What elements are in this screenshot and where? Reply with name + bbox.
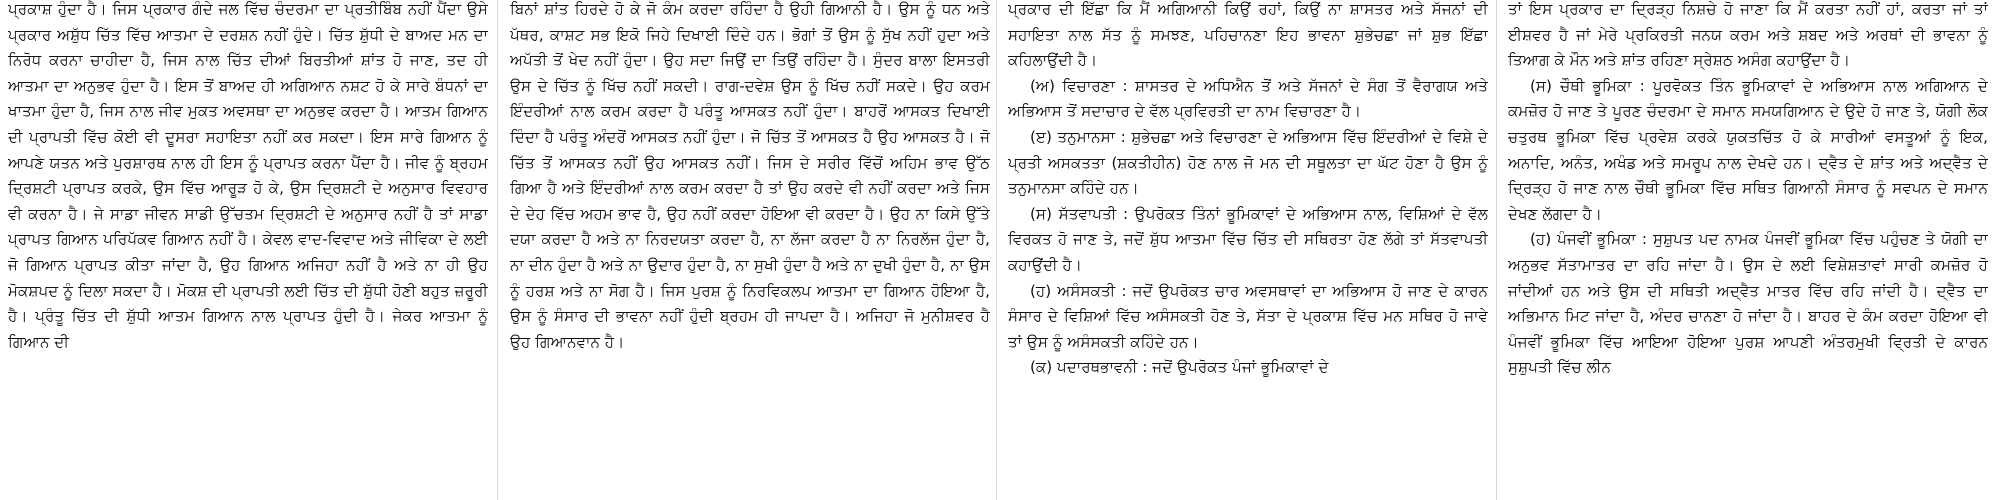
- paragraph: (ਹ) ਅਸੰਸਕਤੀ : ਜਦੋਂ ਉਪਰੋਕਤ ਚਾਰ ਅਵਸਥਾਵਾਂ ਦਾ ਅਭਿਆਸ ਹੋ ਜਾਣ ਦੇ ਕਾਰਨ ਸੰਸਾਰ ਦੇ ਵਿਸ਼ਿਆਂ ਵਿੱਚ ਅਸੰਸਕਤੀ ਹੋਣ ਤੇ, ਸੱਤਾ ਦੇ ਪ੍ਰਕਾਸ਼ ਵਿੱਚ ਮਨ ਸਥਿਰ ਹੋ ਜਾਵੇ ਤਾਂ ਉਸ ਨੂੰ ਅਸੰਸਕਤੀ ਕਹਿੰਦੇ ਹਨ।: [1008, 281, 1488, 351]
- paragraph: (ਕ) ਪਦਾਰਥਭਾਵਨੀ : ਜਦੋਂ ਉਪਰੋਕਤ ਪੰਜਾਂ ਭੂਮਿਕਾਵਾਂ ਦੇ: [1030, 358, 1329, 377]
- paragraph: (ਸ) ਸੱਤਵਾਪਤੀ : ਉਪਰੋਕਤ ਤਿੰਨਾਂ ਭੂਮਿਕਾਵਾਂ ਦੇ ਅਭਿਆਸ ਨਾਲ, ਵਿਸ਼ਿਆਂ ਦੇ ਵੱਲ ਵਿਰਕਤ ਹੋ ਜਾਣ ਤੇ, ਜਦੋਂ ਸ਼ੁੱਧ ਆਤਮਾ ਵਿੱਚ ਚਿੱਤ ਦੀ ਸਥਿਰਤਾ ਹੋਣ ਲੱਗੇ ਤਾਂ ਸੱਤਵਾਪਤੀ ਕਹਾਉਂਦੀ ਹੈ।: [1008, 204, 1488, 274]
- column-divider: [996, 0, 997, 500]
- paragraph: (ਅ) ਵਿਚਾਰਣਾ : ਸ਼ਾਸਤਰ ਦੇ ਅਧਿਐਨ ਤੋਂ ਅਤੇ ਸੱਜਨਾਂ ਦੇ ਸੰਗ ਤੋਂ ਵੈਰਾਗਯ ਅਤੇ ਅਭਿਆਸ ਤੋਂ ਸਦਾਚਾਰ ਦੇ ਵੱਲ ਪ੍ਰਵਿਰਤੀ ਦਾ ਨਾਮ ਵਿਚਾਰਣਾ ਹੈ।: [1008, 76, 1488, 121]
- paragraph: (ੲ) ਤਨੁਮਾਨਸਾ : ਸ਼ੁਭੇਚਛਾ ਅਤੇ ਵਿਚਾਰਣਾ ਦੇ ਅਭਿਆਸ ਵਿੱਚ ਇੰਦਰੀਆਂ ਦੇ ਵਿਸ਼ੇ ਦੇ ਪ੍ਰਤੀ ਅਸਕਤਤਾ (ਸ਼ਕਤੀਹੀਨ) ਹੋਣ ਨਾਲ ਜੋ ਮਨ ਦੀ ਸਥੂਲਤਾ ਦਾ ਘੱਟ ਹੋਣਾ ਹੈ ਉਸ ਨੂੰ ਤਨੁਮਾਨਸਾ ਕਹਿੰਦੇ ਹਨ।: [1008, 127, 1488, 198]
- paragraph: ਪ੍ਰਕਾਰ ਦੀ ਇੱਛਾ ਕਿ ਮੈਂ ਅਗਿਆਨੀ ਕਿਉਂ ਰਹਾਂ, ਕਿਉਂ ਨਾ ਸ਼ਾਸਤਰ ਅਤੇ ਸੱਜਨਾਂ ਦੀ ਸਹਾਇਤਾ ਨਾਲ ਸੱਤ ਨੂੰ ਸਮਝਣ, ਪਹਿਚਾਨਣਾ ਇਹ ਭਾਵਨਾ ਸ਼ੁਭੇਚਛਾ ਜਾਂ ਸ਼ੁਭ ਇੱਛਾ ਕਹਿਲਾਉਂਦੀ ਹੈ।: [1008, 0, 1488, 70]
- text-column-2: [510, 0, 990, 500]
- text-column-3: [1008, 0, 1488, 500]
- paragraph: ਬਿਨਾਂ ਸ਼ਾਂਤ ਹਿਰਦੇ ਹੋ ਕੇ ਜੋ ਕੰਮ ਕਰਦਾ ਰਹਿੰਦਾ ਹੈ ਉਹੀ ਗਿਆਨੀ ਹੈ। ਉਸ ਨੂੰ ਧਨ ਅਤੇ ਪੱਥਰ, ਕਾਸ਼ਟ ਸਭ ਇਕੋ ਜਿਹੇ ਦਿਖਾਈ ਦਿੰਦੇ ਹਨ। ਭੋਗਾਂ ਤੋਂ ਉਸ ਨੂੰ ਸੁੱਖ ਨਹੀਂ ਹੁਦਾ ਅਤੇ ਅਪੱਤੀ ਤੋਂ ਖੇਦ ਨਹੀਂ ਹੁੰਦਾ। ਉਹ ਸਦਾ ਜਿਉਂ ਦਾ ਤਿਉਂ ਰਹਿੰਦਾ ਹੈ। ਸੁੰਦਰ ਬਾਲਾ ਇਸਤਰੀ ਉਸ ਦੇ ਚਿੱਤ ਨੂੰ ਖਿੱਚ ਨਹੀਂ ਸਕਦੀ। ਰਾਗ-ਦਵੇਸ਼ ਉਸ ਨੂੰ ਖਿੱਚ ਨਹੀਂ ਸਕਦੇ। ਉਹ ਕਰਮ ਇੰਦਰੀਆਂ ਨਾਲ ਕਰਮ ਕਰਦਾ ਹੈ ਪਰੰਤੂ ਆਸਕਤ ਨਹੀਂ ਹੁੰਦਾ। ਬਾਹਰੋਂ ਆਸਕਤ ਦਿਖਾਈ ਦਿੰਦਾ ਹੈ ਪਰੰਤੂ ਅੰਦਰੋਂ ਆਸਕਤ ਨਹੀਂ ਹੁੰਦਾ। ਜੋ ਚਿੱਤ ਤੋਂ ਆਸਕਤ ਹੈ ਉਹ ਆਸਕਤ ਹੈ। ਜੋ ਚਿੱਤ ਤੋਂ ਆਸਕਤ ਨਹੀਂ ਉਹ ਆਸਕਤ ਨਹੀਂ। ਜਿਸ ਦੇ ਸਰੀਰ ਵਿੱਚੋਂ ਅਹਿਮ ਭਾਵ ਉੱਠ ਗਿਆ ਹੈ ਅਤੇ ਇੰਦਰੀਆਂ ਨਾਲ ਕਰਮ ਕਰਦਾ ਹੈ ਤਾਂ ਉਹ ਕਰਦੇ ਵੀ ਨਹੀਂ ਕਰਦਾ ਅਤੇ ਜਿਸ ਦੇ ਦੇਹ ਵਿੱਚ ਅਹਮ ਭਾਵ ਹੈ, ਉਹ ਨਹੀਂ ਕਰਦਾ ਹੋਇਆ ਵੀ ਕਰਦਾ ਹੈ। ਉਹ ਨਾ ਕਿਸੇ ਉੱਤੇ ਦਯਾ ਕਰਦਾ ਹੈ ਅਤੇ ਨਾ ਨਿਰਦਯਤਾ ਕਰਦਾ ਹੈ, ਨਾ ਲੱਜਾ ਕਰਦਾ ਹੈ ਨਾ ਨਿਰਲੱਜ ਹੁੰਦਾ ਹੈ, ਨਾ ਦੀਨ ਹੁੰਦਾ ਹੈ ਅਤੇ ਨਾ ਉਦਾਰ ਹੁੰਦਾ ਹੈ, ਨਾ ਸੁਖੀ ਹੁੰਦਾ ਹੈ ਅਤੇ ਨਾ ਦੁਖੀ ਹੁੰਦਾ ਹੈ, ਨਾ ਉਸ ਨੂੰ ਹਰਸ਼ ਅਤੇ ਨਾ ਸੋਗ ਹੈ। ਜਿਸ ਪੁਰਸ਼ ਨੂੰ ਨਿਰਵਿਕਲਪ ਆਤਮਾ ਦਾ ਗਿਆਨ ਹੋਇਆ ਹੈ, ਉਸ ਨੂੰ ਸੰਸਾਰ ਦੀ ਭਾਵਨਾ ਨਹੀਂ ਹੁੰਦੀ ਬ੍ਰਹਮ ਹੀ ਜਾਪਦਾ ਹੈ। ਅਜਿਹਾ ਜੋ ਮੁਨੀਸ਼ਵਰ ਹੈ ਉਹ ਗਿਆਨਵਾਨ ਹੈ।: [510, 0, 990, 351]
- paragraph: ਤਾਂ ਇਸ ਪ੍ਰਕਾਰ ਦਾ ਦ੍ਰਿੜ੍ਹ ਨਿਸ਼ਚੇ ਹੋ ਜਾਣਾ ਕਿ ਮੈਂ ਕਰਤਾ ਨਹੀਂ ਹਾਂ, ਕਰਤਾ ਜਾਂ ਤਾਂ ਈਸ਼ਵਰ ਹੈ ਜਾਂ ਮੇਰੇ ਪ੍ਰਕਿਰਤੀ ਜਨਯ ਕਰਮ ਅਤੇ ਸ਼ਬਦ ਅਤੇ ਅਰਥਾਂ ਦੀ ਭਾਵਨਾ ਨੂੰ ਤਿਆਗ ਕੇ ਮੌਨ ਅਤੇ ਸ਼ਾਂਤ ਰਹਿਣਾ ਸ੍ਰੇਸ਼ਠ ਅਸੰਗ ਕਹਾਉਂਦਾ ਹੈ।: [1508, 0, 1988, 70]
- paragraph: (ਹ) ਪੰਜਵੀਂ ਭੂਮਿਕਾ : ਸੁਸ਼ੁਪਤ ਪਦ ਨਾਮਕ ਪੰਜਵੀਂ ਭੂਮਿਕਾ ਵਿੱਚ ਪਹੁੰਚਣ ਤੇ ਯੋਗੀ ਦਾ ਅਨੁਭਵ ਸੱਤਾਮਾਤਰ ਦਾ ਰਹਿ ਜਾਂਦਾ ਹੈ। ਉਸ ਦੇ ਲਈ ਵਿਸ਼ੇਸ਼ਤਾਵਾਂ ਸਾਰੀ ਕਮਜ਼ੋਰ ਹੋ ਜਾਂਦੀਆਂ ਹਨ ਅਤੇ ਉਸ ਦੀ ਸਥਿਤੀ ਅਦ੍ਵੈਤ ਮਾਤਰ ਵਿੱਚ ਰਹਿ ਜਾਂਦੀ ਹੈ। ਦ੍ਵੈਤ ਦਾ ਅਭਿਮਾਨ ਮਿਟ ਜਾਂਦਾ ਹੈ, ਅੰਦਰ ਚਾਨਣਾ ਹੋ ਜਾਂਦਾ ਹੈ। ਬਾਹਰ ਦੇ ਕੰਮ ਕਰਦਾ ਹੋਇਆ ਵੀ ਪੰਜਵੀਂ ਭੂਮਿਕਾ ਵਿੱਚ ਆਇਆ ਹੋਇਆ ਪੁਰਸ਼ ਆਪਣੀ ਅੰਤਰਮੁਖੀ ਵ੍ਰਿਤੀ ਦੇ ਕਾਰਨ ਸੁਸ਼ੁਪਤੀ ਵਿੱਚ ਲੀਨ: [1508, 230, 1988, 377]
- text-column-1: [8, 0, 488, 500]
- paragraph: (ਸ) ਚੌਥੀ ਭੂਮਿਕਾ : ਪੂਰਵੋਕਤ ਤਿੰਨ ਭੂਮਿਕਾਵਾਂ ਦੇ ਅਭਿਆਸ ਨਾਲ ਅਗਿਆਨ ਦੇ ਕਮਜ਼ੋਰ ਹੋ ਜਾਣ ਤੇ ਪੂਰਣ ਚੰਦਰਮਾ ਦੇ ਸਮਾਨ ਸਮਯਗਿਆਨ ਦੇ ਉਦੇ ਹੋ ਜਾਣ ਤੇ, ਯੋਗੀ ਲੋਕ ਚਤੁਰਥ ਭੂਮਿਕਾ ਵਿੱਚ ਪ੍ਰਵੇਸ਼ ਕਰਕੇ ਯੁਕਤਚਿੱਤ ਹੋ ਕੇ ਸਾਰੀਆਂ ਵਸਤੂਆਂ ਨੂੰ ਇਕ, ਅਨਾਦਿ, ਅਨੰਤ, ਅਖੰਡ ਅਤੇ ਸਮਰੂਪ ਨਾਲ ਦੇਖਦੇ ਹਨ। ਦ੍ਵੈਤ ਦੇ ਸ਼ਾਂਤ ਅਤੇ ਅਦ੍ਵੈਤ ਦੇ ਦ੍ਰਿੜ੍ਹ ਹੋ ਜਾਣ ਨਾਲ ਚੌਥੀ ਭੂਮਿਕਾ ਵਿੱਚ ਸਥਿਤ ਗਿਆਨੀ ਸੰਸਾਰ ਨੂੰ ਸਵਪਨ ਦੇ ਸਮਾਨ ਦੇਖਣ ਲੱਗਦਾ ਹੈ।: [1508, 76, 1988, 223]
- column-divider: [1496, 0, 1497, 500]
- column-divider: [497, 0, 498, 500]
- text-column-4: [1508, 0, 1988, 500]
- paragraph: ਪ੍ਰਕਾਸ਼ ਹੁੰਦਾ ਹੈ। ਜਿਸ ਪ੍ਰਕਾਰ ਗੰਦੇ ਜਲ ਵਿੱਚ ਚੰਦਰਮਾ ਦਾ ਪ੍ਰਤੀਬਿੰਬ ਨਹੀਂ ਪੈਂਦਾ ਉਸੇ ਪ੍ਰਕਾਰ ਅਸ਼ੁੱਧ ਚਿੱਤ ਵਿੱਚ ਆਤਮਾ ਦੇ ਦਰਸ਼ਨ ਨਹੀਂ ਹੁੰਦੇ। ਚਿੱਤ ਸ਼ੁੱਧੀ ਦੇ ਬਾਅਦ ਮਨ ਦਾ ਨਿਰੋਧ ਕਰਨਾ ਚਾਹੀਦਾ ਹੈ, ਜਿਸ ਨਾਲ ਚਿੱਤ ਦੀਆਂ ਬਿਰਤੀਆਂ ਸ਼ਾਂਤ ਹੋ ਜਾਣ, ਤਦ ਹੀ ਆਤਮਾ ਦਾ ਅਨੁਭਵ ਹੁੰਦਾ ਹੈ। ਇਸ ਤੋਂ ਬਾਅਦ ਹੀ ਅਗਿਆਨ ਨਸ਼ਟ ਹੋ ਕੇ ਸਾਰੇ ਬੰਧਨਾਂ ਦਾ ਖਾਤਮਾ ਹੁੰਦਾ ਹੈ, ਜਿਸ ਨਾਲ ਜੀਵ ਮੁਕਤ ਅਵਸਥਾ ਦਾ ਅਨੁਭਵ ਕਰਦਾ ਹੈ। ਆਤਮ ਗਿਆਨ ਦੀ ਪ੍ਰਾਪਤੀ ਵਿੱਚ ਕੋਈ ਵੀ ਦੂਸਰਾ ਸਹਾਇਤਾ ਨਹੀਂ ਕਰ ਸਕਦਾ। ਇਸ ਸਾਰੇ ਗਿਆਨ ਨੂੰ ਆਪਣੇ ਯਤਨ ਅਤੇ ਪੁਰਸ਼ਾਰਥ ਨਾਲ ਹੀ ਇਸ ਨੂੰ ਪ੍ਰਾਪਤ ਕਰਨਾ ਪੈਂਦਾ ਹੈ। ਜੀਵ ਨੂੰ ਬ੍ਰਹਮ ਦ੍ਰਿਸ਼ਟੀ ਪ੍ਰਾਪਤ ਕਰਕੇ, ਉਸ ਵਿੱਚ ਆਰੂੜ ਹੋ ਕੇ, ਉਸ ਦ੍ਰਿਸ਼ਟੀ ਦੇ ਅਨੁਸਾਰ ਵਿਵਹਾਰ ਵੀ ਕਰਨਾ ਹੈ। ਜੇ ਸਾਡਾ ਜੀਵਨ ਸਾਡੀ ਉੱਚਤਮ ਦ੍ਰਿਸ਼ਟੀ ਦੇ ਅਨੁਸਾਰ ਨਹੀਂ ਹੈ ਤਾਂ ਸਾਡਾ ਪ੍ਰਾਪਤ ਗਿਆਨ ਪਰਿਪੱਕਵ ਗਿਆਨ ਨਹੀਂ ਹੈ। ਕੇਵਲ ਵਾਦ-ਵਿਵਾਦ ਅਤੇ ਜੀਵਿਕਾ ਦੇ ਲਈ ਜੋ ਗਿਆਨ ਪ੍ਰਾਪਤ ਕੀਤਾ ਜਾਂਦਾ ਹੈ, ਉਹ ਗਿਆਨ ਅਜਿਹਾ ਨਹੀਂ ਹੈ ਅਤੇ ਨਾ ਹੀ ਉਹ ਮੋਕਸ਼ਪਦ ਨੂੰ ਦਿਲਾ ਸਕਦਾ ਹੈ। ਮੋਕਸ਼ ਦੀ ਪ੍ਰਾਪਤੀ ਲਈ ਚਿੱਤ ਦੀ ਸ਼ੁੱਧੀ ਹੋਣੀ ਬਹੁਤ ਜ਼ਰੂਰੀ ਹੈ। ਪ੍ਰੰਤੂ ਚਿੱਤ ਦੀ ਸ਼ੁੱਧੀ ਆਤਮ ਗਿਆਨ ਨਾਲ ਪ੍ਰਾਪਤ ਹੁੰਦੀ ਹੈ। ਜੇਕਰ ਆਤਮਾ ਨੂੰ ਗਿਆਨ ਦੀ: [8, 0, 488, 351]
